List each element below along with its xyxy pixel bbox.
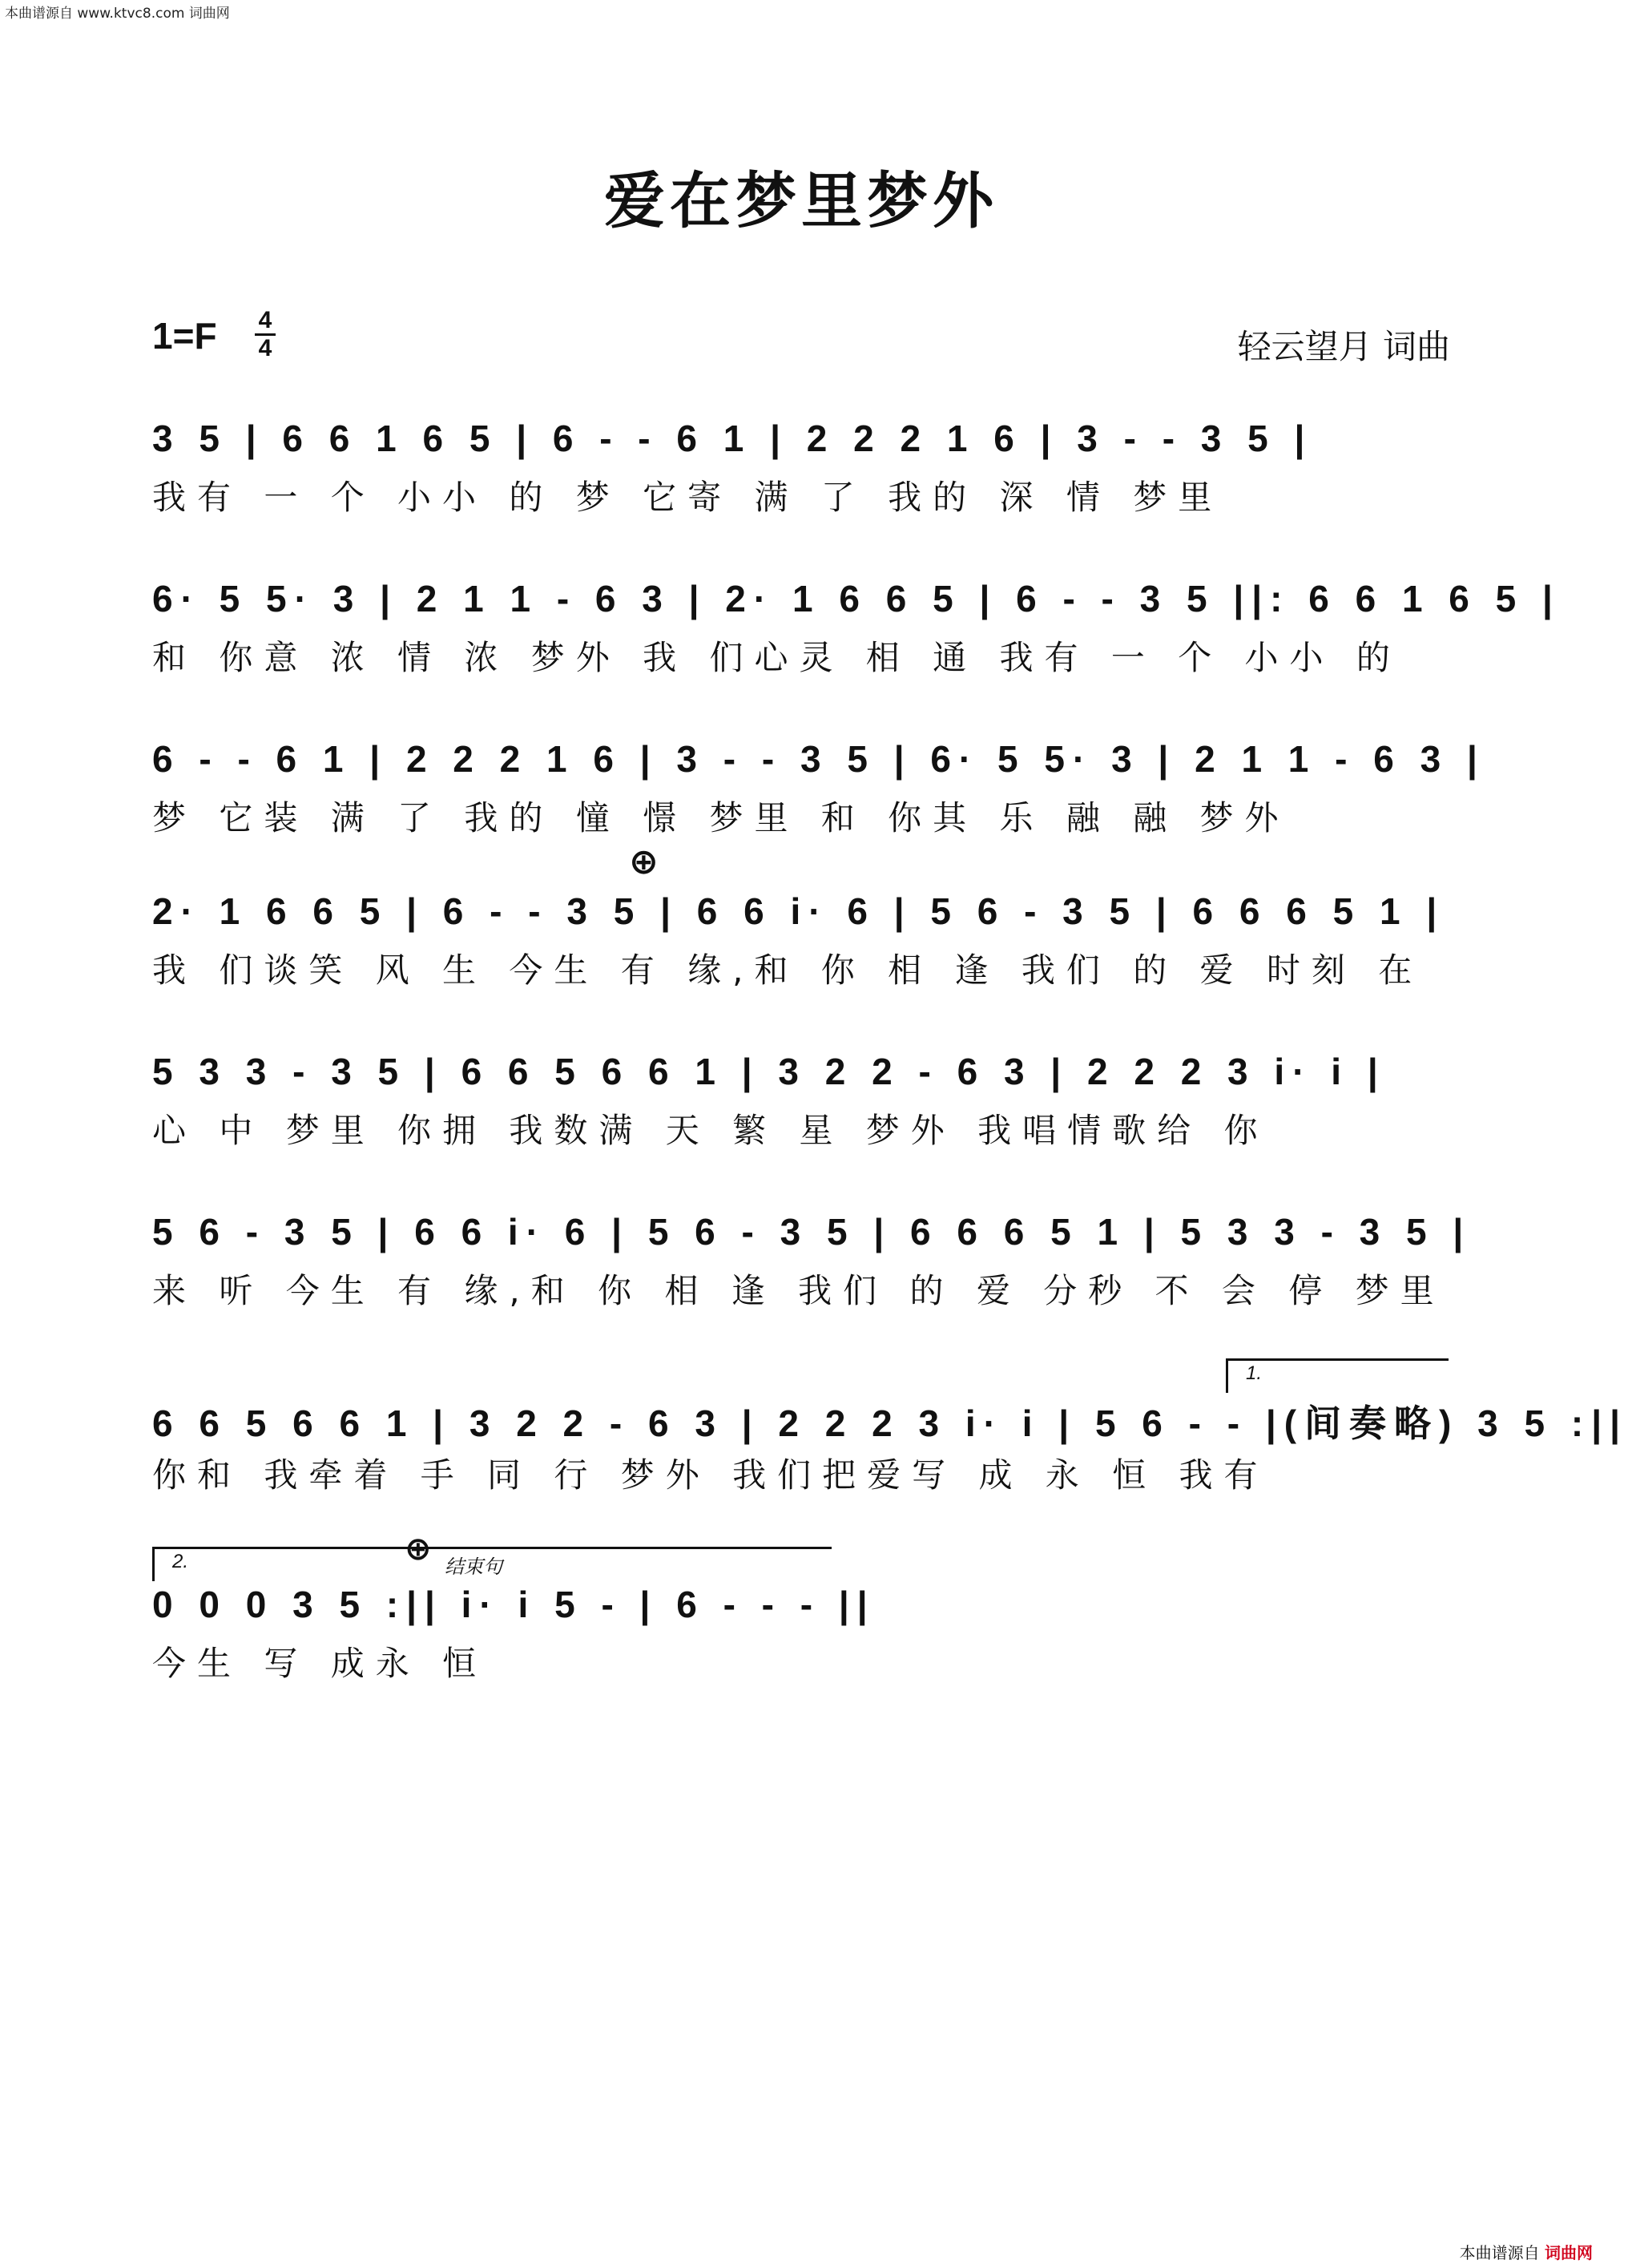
footer-right: 词曲网: [1545, 2243, 1593, 2262]
footer-left: 本曲谱源自: [1459, 2243, 1540, 2262]
notes-line: 0 0 0 3 5 :|| i· i 5 - | 6 - - - ||: [152, 1584, 876, 1625]
ending-phrase-label: 结束句: [445, 1556, 502, 1578]
lyric-line: 和 你意 浓 情 浓 梦外 我 们心灵 相 通 我有 一 个 小小 的: [152, 638, 1401, 677]
lyric-line: 今生 写 成永 恒: [152, 1644, 488, 1683]
lyric-line: 心 中 梦里 你拥 我数满 天 繁 星 梦外 我唱情歌给 你: [152, 1111, 1269, 1150]
coda-sign-ending: ⊕: [405, 1531, 432, 1568]
key-signature: 1=F: [152, 315, 217, 357]
score-row-2: [152, 577, 1561, 697]
author-credit: 轻云望月 词曲: [1237, 327, 1450, 366]
lyric-line: 我有 一 个 小小 的 梦 它寄 满 了 我的 深 情 梦里: [152, 478, 1223, 517]
page-title: 爱在梦里梦外: [604, 165, 998, 236]
notes-line: 6· 5 5· 3 | 2 1 1 - 6 3 | 2· 1 6 6 5 | 6 - - 3 5 ||: 6 6 1 6 5 |: [152, 578, 1561, 619]
score-row-4: [152, 890, 1450, 1010]
notes-line: 2· 1 6 6 5 | 6 - - 3 5 | 6 6 i· 6 | 5 6 - 3 5 | 6 6 6 5 1 |: [152, 890, 1445, 932]
first-ending-label: 1.: [1246, 1362, 1263, 1384]
meter-top: 4: [258, 307, 272, 333]
meter-bottom: 4: [258, 335, 272, 361]
site-header: 本曲谱源自 www.ktvc8.com 词曲网: [5, 6, 230, 22]
lyric-line: 你和 我牵着 手 同 行 梦外 我们把爱写 成 永 恒 我有: [152, 1455, 1269, 1495]
lyric-line: 我 们谈笑 风 生 今生 有 缘,和 你 相 逢 我们 的 爱 时刻 在: [152, 950, 1424, 990]
score-row-3: [152, 737, 1485, 858]
score-row-8: [152, 1583, 1450, 1703]
notes-line: 6 6 5 6 6 1 | 3 2 2 - 6 3 | 2 2 2 3 i· i | 5 6 - - |(间奏略) 3 5 :||: [152, 1402, 1628, 1444]
notes-line: 5 6 - 3 5 | 6 6 i· 6 | 5 6 - 3 5 | 6 6 6 5 1 | 5 3 3 - 3 5 |: [152, 1211, 1472, 1253]
notes-line: 5 3 3 - 3 5 | 6 6 5 6 6 1 | 3 2 2 - 6 3 | 2 2 2 3 i· i |: [152, 1051, 1386, 1092]
notes-line: 6 - - 6 1 | 2 2 2 1 6 | 3 - - 3 5 | 6· 5 5· 3 | 2 1 1 - 6 3 |: [152, 738, 1485, 780]
notes-line: 3 5 | 6 6 1 6 5 | 6 - - 6 1 | 2 2 2 1 6 | 3 - - 3 5 |: [152, 418, 1313, 459]
lyric-line: 来 听 今生 有 缘,和 你 相 逢 我们 的 爱 分秒 不 会 停 梦里: [152, 1271, 1445, 1310]
footer-brand: [1460, 2240, 1593, 2263]
score-row-6: [152, 1210, 1472, 1330]
time-signature: [255, 309, 276, 361]
score-row-7: [152, 1394, 1628, 1515]
lyric-line: 梦 它装 满 了 我的 憧 憬 梦里 和 你其 乐 融 融 梦外: [152, 798, 1290, 837]
second-ending-label: 2.: [172, 1551, 189, 1572]
coda-sign: ⊕: [629, 841, 659, 882]
score-row-5: [152, 1050, 1450, 1170]
score-row-1: [152, 417, 1450, 537]
